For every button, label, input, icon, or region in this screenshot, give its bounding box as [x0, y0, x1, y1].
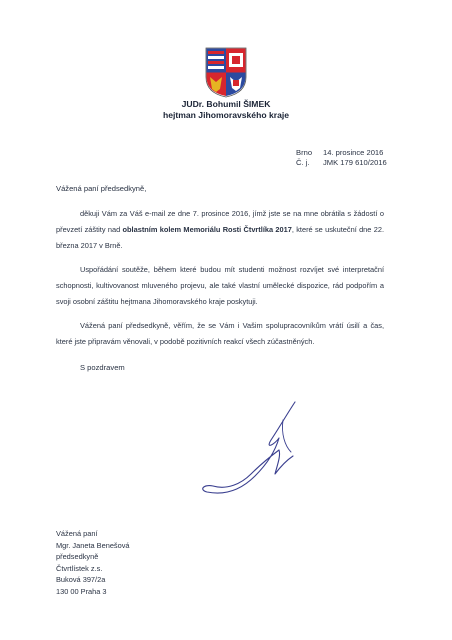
event-name: oblastním kolem Memoriálu Rosti Čtvrtlíka 2017: [122, 225, 292, 234]
regional-coat-of-arms: [205, 47, 247, 98]
sender-title: hejtman Jihomoravského kraje: [162, 110, 290, 120]
reference-number: JMK 179 610/2016: [323, 158, 387, 167]
letter-date: 14. prosince 2016: [323, 148, 384, 157]
closing: S pozdravem: [80, 363, 125, 372]
recipient-address: Vážená paní Mgr. Janeta Benešová předsedkyně Čtvrtlístek z.s. Buková 397/2a 130 00 Praha 3: [56, 529, 130, 596]
reference-block: [296, 148, 387, 168]
handwritten-signature: [195, 400, 315, 505]
paragraph-1: děkuji Vám za Váš e-mail ze dne 7. prosince 2016, jímž jste se na mne obrátila s žádostí o převzetí záštity nad oblastním kolem Memoriálu Rosti Čtvrtlíka 2017, které se uskuteční dne 22. března 2017 v Brně.: [56, 209, 384, 250]
place-label: Brno: [296, 148, 313, 157]
sender-name: JUDr. Bohumil ŠIMEK: [181, 99, 271, 109]
number-label: Č. j.: [296, 158, 310, 167]
paragraph-2: Uspořádání soutěže, během které budou mít studenti možnost rozvíjet své interpretační schopnosti, kultivovanost mluveného projevu, ale také vlastní umělecké dispozice, rád podpořím a svoji osobní záštitu hejtmana Jihomoravského kraje poskytuji.: [56, 265, 384, 306]
salutation: Vážená paní předsedkyně,: [56, 184, 147, 193]
paragraph-3: Vážená paní předsedkyně, věřím, že se Vám i Vašim spolupracovníkům vrátí úsilí a čas, které jste připravám věnovali, v podobě pozitivních reakcí všech zúčastněných.: [56, 321, 384, 346]
letter-header: [0, 99, 452, 121]
